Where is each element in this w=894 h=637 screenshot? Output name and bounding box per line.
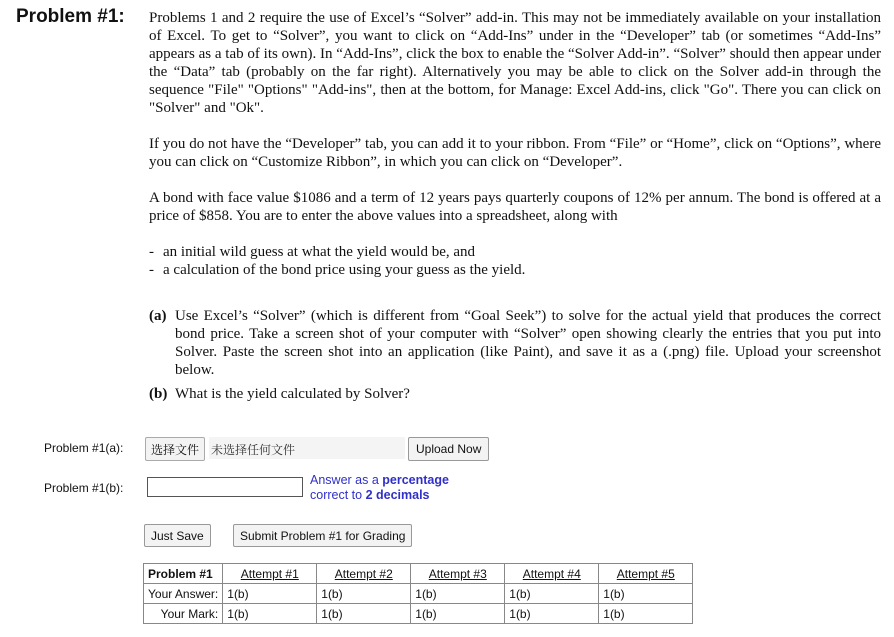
requirement-list [149,243,881,279]
table-cell: 1(b) [599,604,693,624]
hint-line-2 [310,488,449,503]
part-b [149,385,881,403]
attempt-5-link[interactable]: Attempt #5 [599,564,693,584]
part-b-label: (b) [149,386,168,402]
table-header-problem: Problem #1 [144,564,223,584]
list-item [149,261,881,279]
just-save-button[interactable]: Just Save [144,524,211,547]
hint-prefix: Answer as a [310,473,383,487]
bullet-dash: - [149,244,154,260]
list-item [149,243,881,261]
hint-percentage: percentage [382,473,449,487]
bullet-dash: - [149,262,154,278]
problem-statement [149,9,881,409]
table-cell: 1(b) [505,584,599,604]
hint-decimals: 2 decimals [365,488,430,502]
submit-for-grading-button[interactable]: Submit Problem #1 for Grading [233,524,412,547]
table-cell: 1(b) [223,584,317,604]
file-status-text: 未选择任何文件 [211,443,296,457]
attempt-4-link[interactable]: Attempt #4 [505,564,599,584]
instructions-paragraph-solver: Problems 1 and 2 require the use of Excel’s “Solver” add-in. This may not be immediately available on your installation of Excel. To get to “Solver”, you want to click on “Add-Ins” under in the “Developer” tab (or sometimes “Add-Ins” appears as a tab of its own). In “Add-Ins”, click the box to enable the “Solver Add-in”. “Solver” should then appear under the “Data” tab (probably on the far right). Alternatively you may be able to click on the Solver add-in through the sequence "File" "Options" "Add-ins", then at the bottom, for Manage: Excel Add-ins, click "Go". There you can click on "Solver" and "Ok". [149,10,881,116]
hint-line2-prefix: correct to [310,488,366,502]
attempt-3-link[interactable]: Attempt #3 [411,564,505,584]
table-cell: 1(b) [223,604,317,624]
table-cell: 1(b) [317,584,411,604]
answer-hint [310,473,449,503]
part-a-text: Use Excel’s “Solver” (which is different from “Goal Seek”) to solve for the actual yield that produces the correct bond price. Take a screen shot of your computer with “Solver” open showing clearly the entries that you put into Solver. Paste the screen shot into an application (like Paint), and save it as a (.png) file. Upload your screenshot below. [175,308,881,378]
table-cell: 1(b) [411,604,505,624]
part-b-text: What is the yield calculated by Solver? [175,386,410,402]
table-cell: 1(b) [317,604,411,624]
bond-description-paragraph: A bond with face value $1086 and a term of 12 years pays quarterly coupons of 12% per annum. The bond is offered at a price of $858. You are to enter the above values into a spreadsheet, along with [149,190,881,224]
instructions-paragraph-developer: If you do not have the “Developer” tab, you can add it to your ribbon. From “File” or “Home”, click on “Options”, where you can click on “Customize Ribbon”, in which you can click on “Developer”. [149,136,881,170]
part-a-label: (a) [149,308,167,324]
hint-line-1 [310,473,449,488]
your-answer-label: Your Answer: [144,584,223,604]
table-cell: 1(b) [599,584,693,604]
choose-file-button[interactable]: 选择文件 [145,437,205,461]
table-row [144,604,693,624]
upload-now-button[interactable]: Upload Now [408,437,489,461]
part-a [149,307,881,379]
table-row [144,564,693,584]
problem-1b-label: Problem #1(b): [44,481,124,495]
table-row [144,584,693,604]
list-item-text: a calculation of the bond price using your guess as the yield. [163,262,526,278]
list-item-text: an initial wild guess at what the yield would be, and [163,244,476,260]
attempts-table [143,563,693,624]
answer-input[interactable] [147,477,303,497]
attempt-2-link[interactable]: Attempt #2 [317,564,411,584]
problem-1a-label: Problem #1(a): [44,441,124,455]
table-cell: 1(b) [411,584,505,604]
your-mark-label: Your Mark: [144,604,223,624]
attempt-1-link[interactable]: Attempt #1 [223,564,317,584]
problem-title: Problem #1: [16,6,125,27]
table-cell: 1(b) [505,604,599,624]
